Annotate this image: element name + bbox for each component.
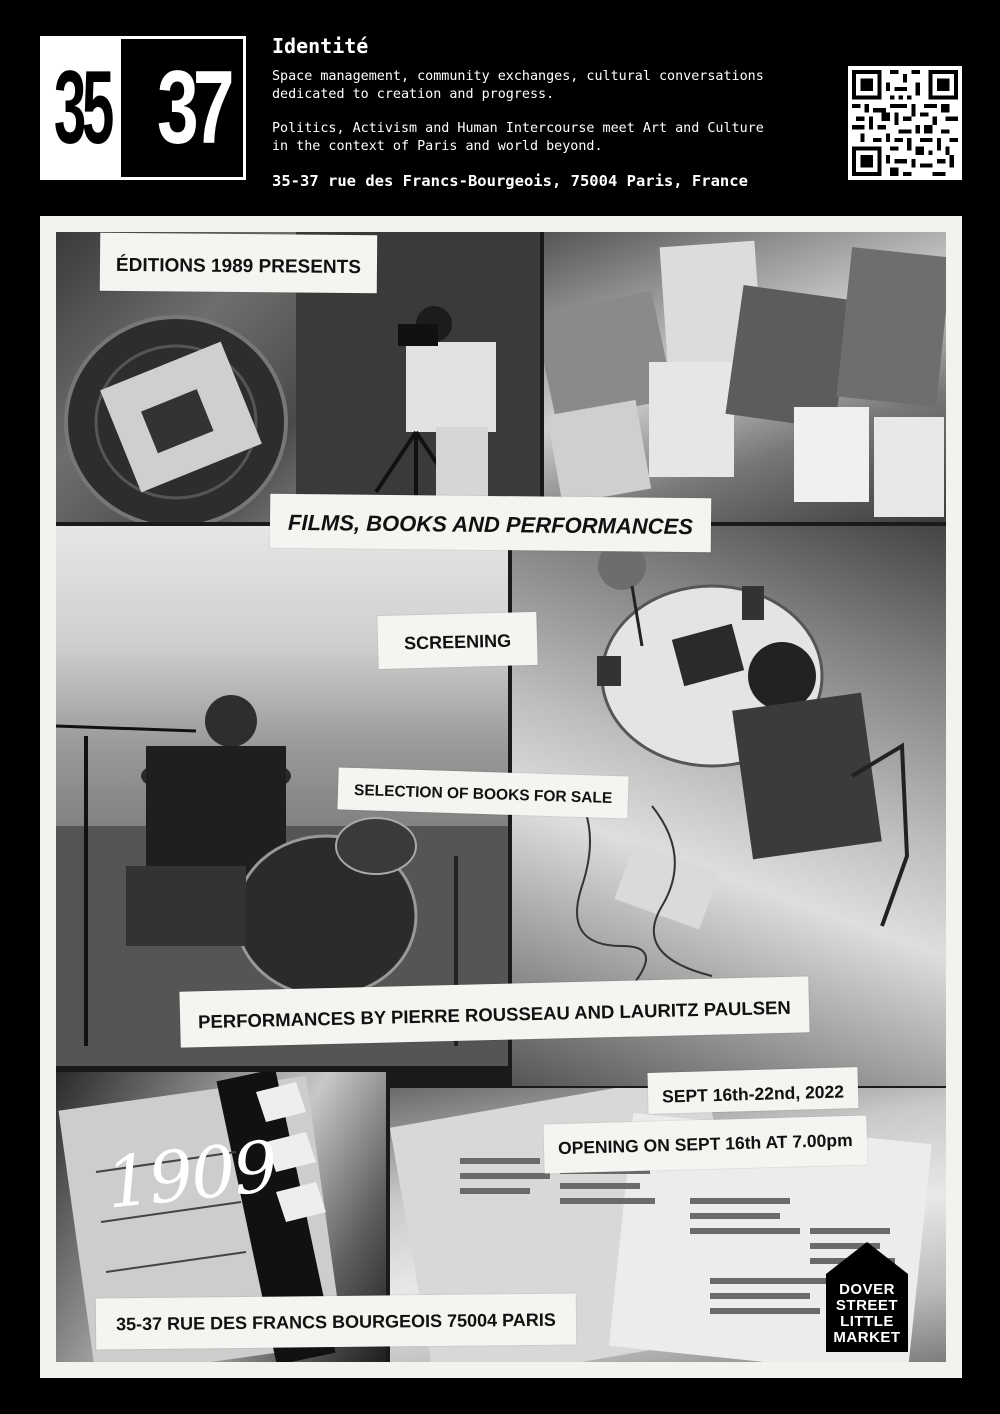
photo-book-spread [544,232,946,522]
presenter-text: ÉDITIONS 1989 PRESENTS [115,254,362,279]
sponsor-logo-text [826,1282,908,1346]
logo-right-number: 37 [157,50,230,166]
headline-label [270,494,712,553]
qr-code-graphic [852,70,958,176]
poster-address-text: 35-37 RUE DES FRANCS BOURGEOIS 75004 PARIS [115,1309,556,1335]
header-text [272,34,832,190]
logo-left-number: 35 [54,50,111,166]
screening-label [377,612,537,669]
logo-left-block [43,39,121,177]
event-poster [40,216,962,1378]
sponsor-line: LITTLE [840,1313,894,1330]
performances-text: PERFORMANCES BY PIERRE ROUSSEAU AND LAURITZ PAULSEN [197,996,791,1033]
dates-text: SEPT 16th-22nd, 2022 [661,1081,845,1107]
qr-code-icon[interactable] [848,66,962,180]
books-sale-text: SELECTION OF BOOKS FOR SALE [353,781,613,808]
screening-text: SCREENING [403,630,512,654]
dates-label [647,1067,858,1114]
header-address: 35-37 rue des Francs-Bourgeois, 75004 Paris, France [272,172,748,190]
opening-text: OPENING ON SEPT 16th AT 7.00pm [557,1129,853,1159]
poster-address-label [96,1293,576,1349]
handwritten-signature: 1909 [102,1125,280,1225]
house-logo-icon [826,1242,908,1352]
header-title: Identité [272,34,369,58]
headline-text: FILMS, BOOKS AND PERFORMANCES [287,509,694,540]
sponsor-line: DOVER [839,1281,895,1298]
presenter-label [100,233,377,293]
header-paragraph-1: Space management, community exchanges, cultural conversations dedicated to creation and progress. [272,69,764,102]
sponsor-line: MARKET [833,1329,901,1346]
logo-3537 [40,36,246,180]
logo-right-block [143,39,243,177]
sponsor-line: STREET [835,1297,899,1314]
photo-books-drawing [544,232,946,522]
photo-collage [56,232,946,1362]
opening-label [543,1116,867,1174]
header-paragraph-2: Politics, Activism and Human Intercourse meet Art and Culture in the context of Paris and world beyond. [272,121,764,154]
